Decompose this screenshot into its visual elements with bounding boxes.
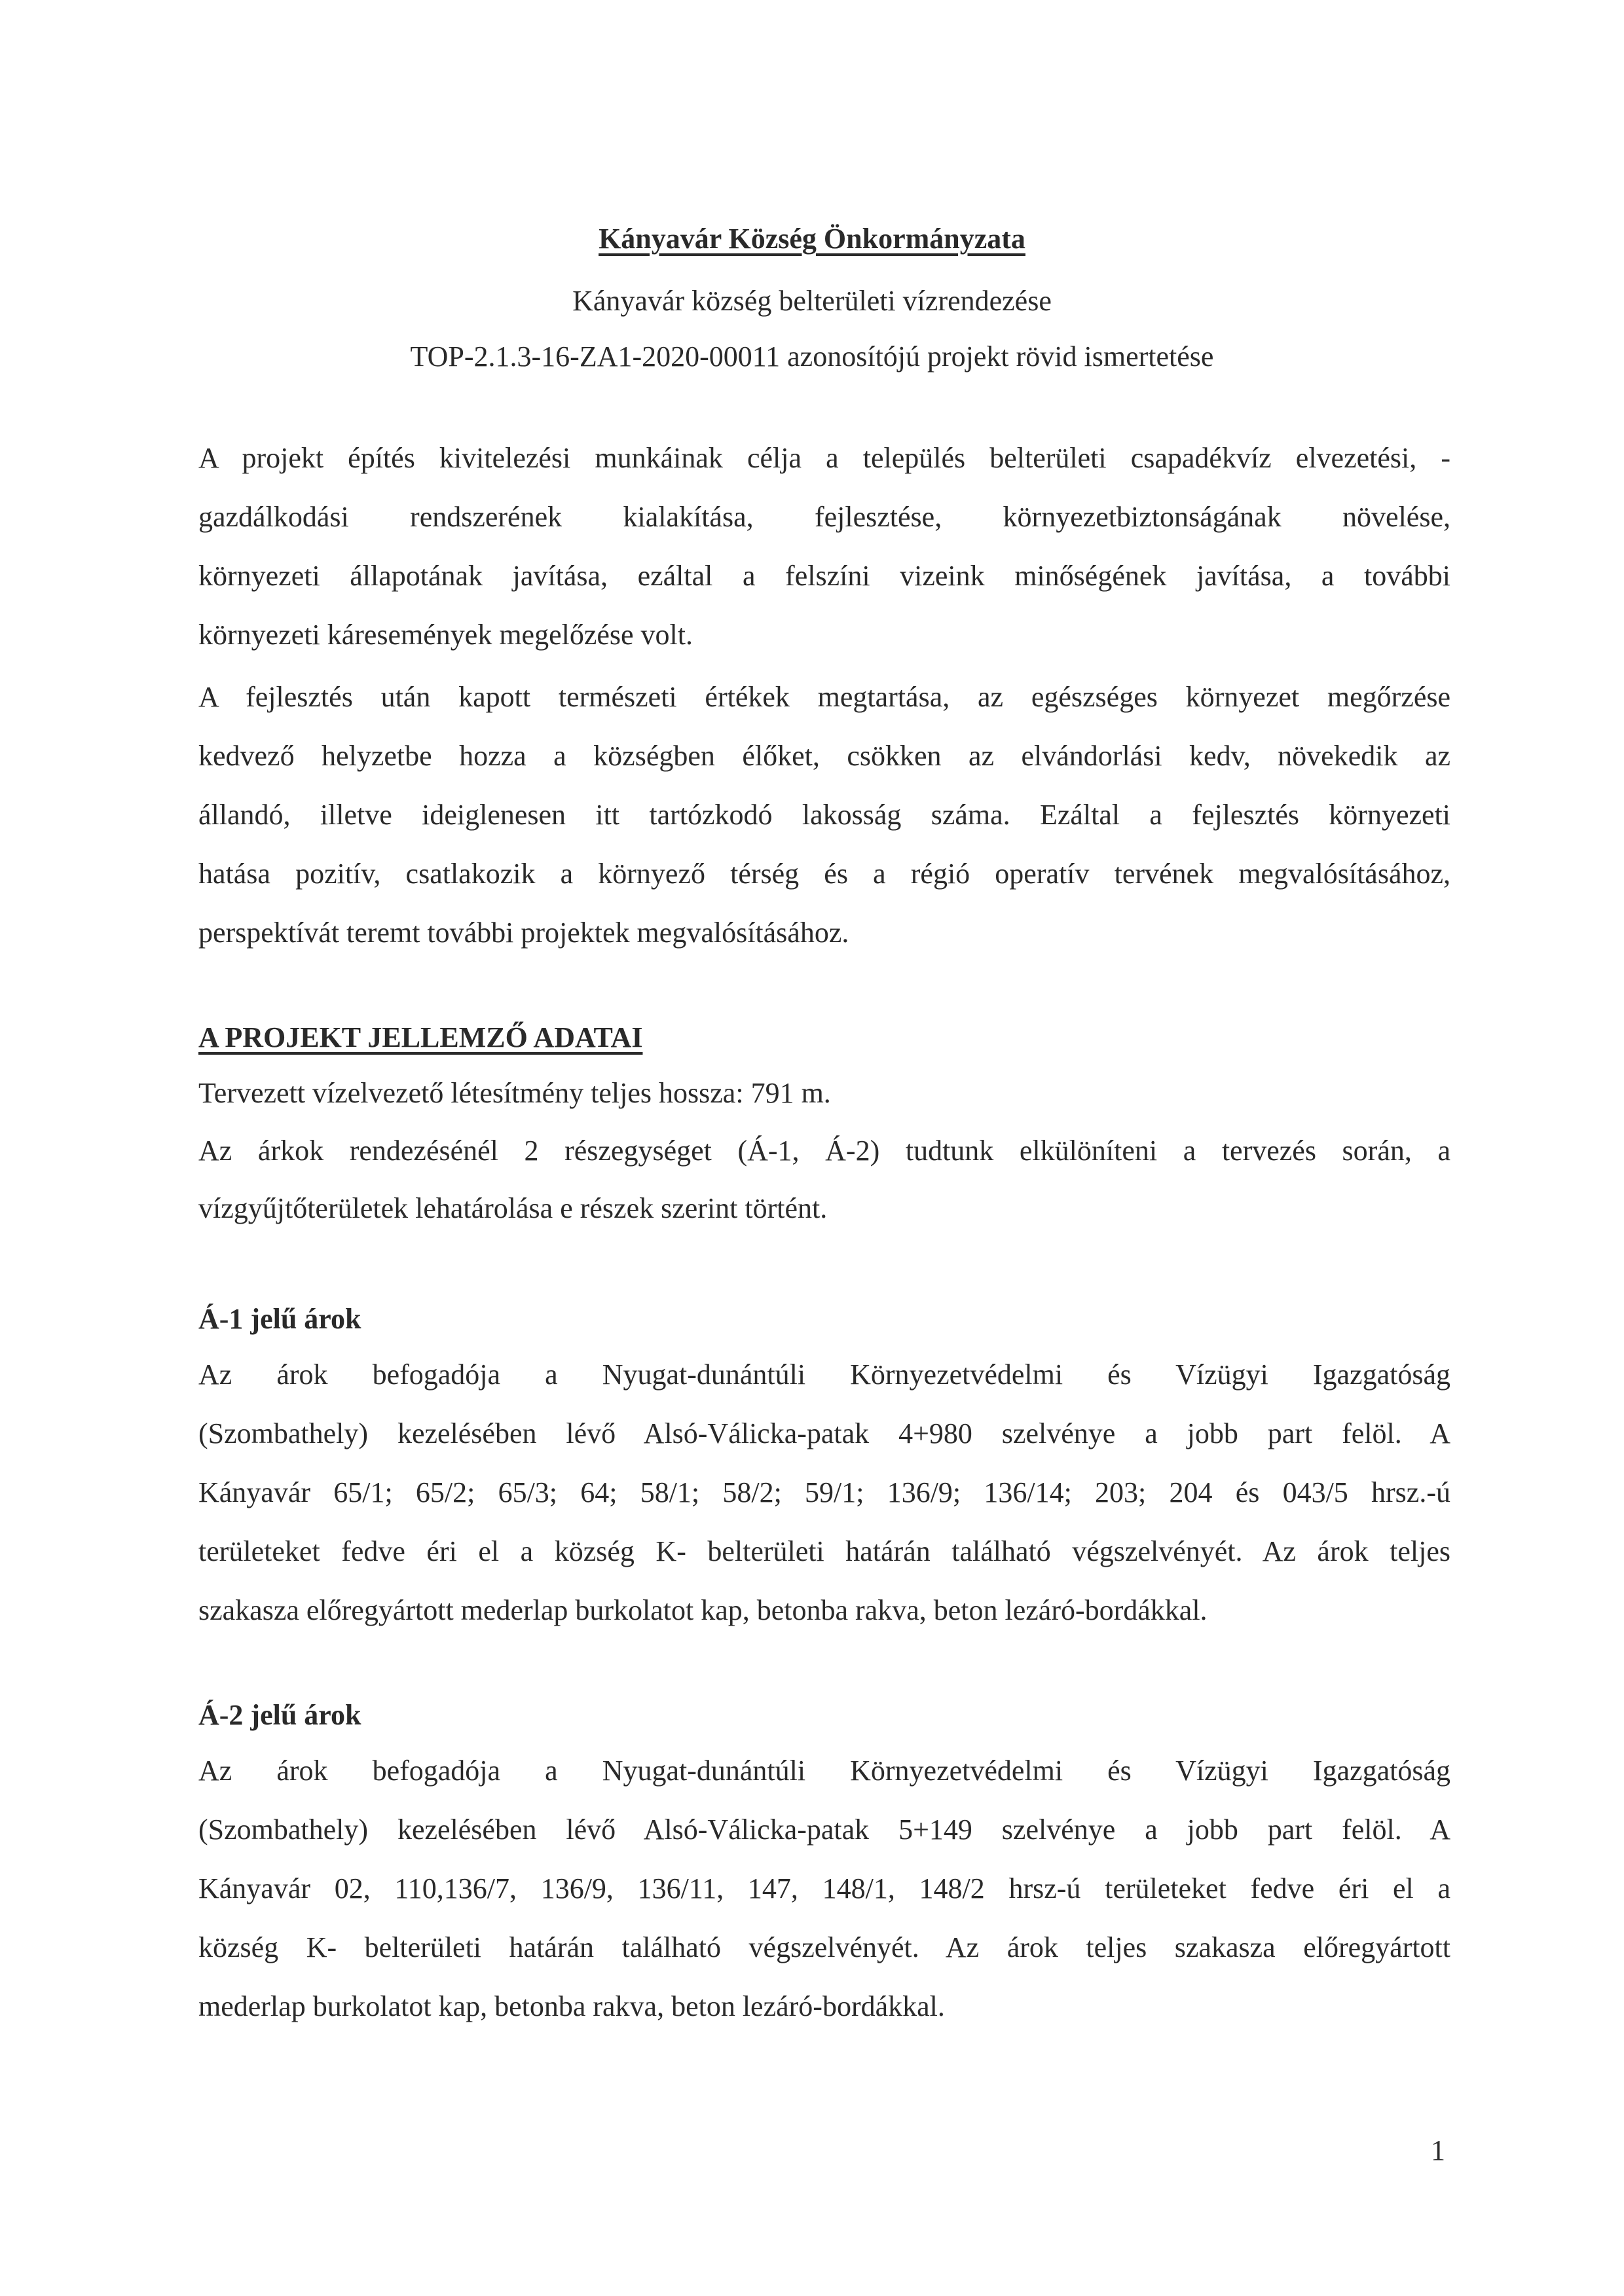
text-line: vízgyűjtőterületek lehatárolása e részek szerint történt.	[198, 1192, 828, 1224]
text-line: Tervezett vízelvezető létesítmény teljes hossza: 791 m.	[198, 1077, 831, 1109]
project-id-line: TOP-2.1.3-16-ZA1-2020-00011 azonosítójú projekt rövid ismertetése	[410, 340, 1214, 373]
text-line: szakasza előregyártott mederlap burkolatot kap, betonba rakva, beton lezáró-bordákkal.	[198, 1594, 1208, 1626]
organization-title	[0, 219, 1624, 259]
section-heading-text: A PROJEKT JELLEMZŐ ADATAI	[198, 1021, 643, 1053]
subsection-heading: Á-1 jelű árok	[198, 1303, 361, 1335]
text-line: állandó, illetve ideiglenesen itt tartózkodó lakosság száma. Ezáltal a fejlesztés környezeti	[198, 799, 1450, 831]
page-number: 1	[1431, 2134, 1445, 2166]
text-line: Az árok befogadója a Nyugat-dunántúli Környezetvédelmi és Vízügyi Igazgatóság	[198, 1755, 1450, 1787]
text-line: hatása pozitív, csatlakozik a környező térség és a régió operatív tervének megvalósításához,	[198, 858, 1450, 890]
text-line: Kányavár 02, 110,136/7, 136/9, 136/11, 147, 148/1, 148/2 hrsz-ú területeket fedve éri el a	[198, 1872, 1450, 1904]
text-line: gazdálkodási rendszerének kialakítása, fejlesztése, környezetbiztonságának növelése,	[198, 501, 1450, 533]
organization-title-text: Kányavár Község Önkormányzata	[599, 223, 1025, 255]
text-line: Az árok befogadója a Nyugat-dunántúli Környezetvédelmi és Vízügyi Igazgatóság	[198, 1358, 1450, 1391]
text-line: perspektívát teremt további projektek megvalósításához.	[198, 917, 849, 949]
text-line: környezeti káresemények megelőzése volt.	[198, 619, 693, 651]
text-line: (Szombathely) kezelésében lévő Alsó-Válicka-patak 5+149 szelvénye a jobb part felöl. A	[198, 1813, 1450, 1846]
text-line: község K- belterületi határán található végszelvényét. Az árok teljes szakasza előregyártott	[198, 1931, 1450, 1963]
intro-paragraph-1	[198, 439, 1450, 674]
text-line: Kányavár 65/1; 65/2; 65/3; 64; 58/1; 58/2; 59/1; 136/9; 136/14; 203; 204 és 043/5 hrsz.-ú	[198, 1476, 1450, 1508]
ditch-a1-section	[198, 1300, 1450, 1650]
project-data-section	[198, 1018, 1450, 1247]
text-line: területeket fedve éri el a község K- belterületi határán található végszelvényét. Az árok teljes	[198, 1535, 1450, 1567]
project-title: Kányavár község belterületi vízrendezése	[572, 285, 1052, 317]
intro-paragraph-2	[198, 678, 1450, 972]
text-line: Az árkok rendezésénél 2 részegységet (Á-1, Á-2) tudtunk elkülöníteni a tervezés során, a	[198, 1135, 1450, 1167]
ditch-a2-section	[198, 1696, 1450, 2046]
text-line: A fejlesztés után kapott természeti értékek megtartása, az egészséges környezet megőrzése	[198, 681, 1450, 713]
text-line: (Szombathely) kezelésében lévő Alsó-Válicka-patak 4+980 szelvénye a jobb part felöl. A	[198, 1417, 1450, 1449]
text-line: mederlap burkolatot kap, betonba rakva, beton lezáró-bordákkal.	[198, 1990, 945, 2022]
section-heading	[198, 1018, 1450, 1074]
text-line: A projekt építés kivitelezési munkáinak célja a település belterületi csapadékvíz elvezetési, -	[198, 442, 1450, 474]
text-line: környezeti állapotának javítása, ezáltal a felszíni vizeink minőségének javítása, a további	[198, 560, 1450, 592]
text-line: kedvező helyzetbe hozza a községben élőket, csökken az elvándorlási kedv, növekedik az	[198, 740, 1450, 772]
subsection-heading: Á-2 jelű árok	[198, 1699, 361, 1731]
